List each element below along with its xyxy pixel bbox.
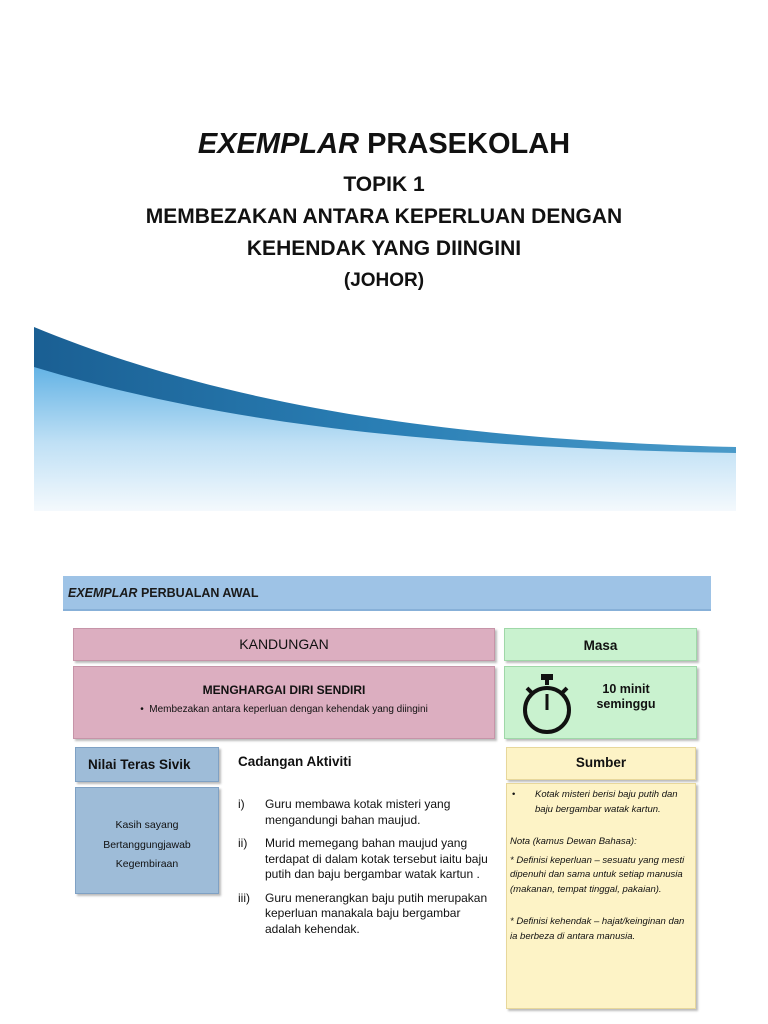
region-label: (JOHOR) (343, 270, 425, 291)
list-item (238, 836, 488, 883)
subtitle-line-2: KEHENDAK YANG DIINGINI (246, 237, 522, 260)
list-item (238, 797, 488, 828)
item-text: Guru membawa kotak misteri yang mengandungi bahan maujud. (265, 797, 451, 827)
title-italic: EXEMPLAR (197, 128, 360, 160)
sumber-definition-2: * Definisi kehendak – hajat/keinginan dan ia berbeza di antara manusia. (510, 916, 685, 942)
list-item (238, 891, 488, 938)
nilai-value: Bertanggungjawab (103, 838, 191, 851)
stopwatch-icon (519, 672, 575, 736)
perbualan-label (68, 586, 259, 600)
sumber-bullet (510, 788, 690, 817)
sumber-nota: Nota (kamus Dewan Bahasa): (510, 836, 637, 847)
masa-line-1: 10 minit (602, 682, 650, 696)
perbualan-italic: EXEMPLAR (68, 586, 138, 600)
decorative-wave (34, 325, 736, 511)
bullet-icon: • (512, 789, 516, 800)
nilai-value: Kasih sayang (115, 819, 179, 831)
subtitle-line-1: MEMBEZAKAN ANTARA KEPERLUAN DENGAN (145, 205, 623, 228)
kandungan-subheading: MENGHARGAI DIRI SENDIRI (202, 683, 366, 697)
aktiviti-list (238, 797, 488, 945)
page-title (0, 128, 768, 161)
sumber-body (506, 783, 696, 1009)
item-number: ii) (238, 836, 248, 850)
masa-header: Masa (504, 628, 697, 661)
cadangan-heading: Cadangan Aktiviti (238, 754, 352, 769)
masa-body (504, 666, 697, 739)
item-number: i) (238, 797, 245, 811)
masa-duration (591, 682, 661, 712)
perbualan-awal-bar (63, 576, 711, 611)
kandungan-body (73, 666, 495, 739)
sumber-header: Sumber (506, 747, 696, 780)
masa-line-2: seminggu (596, 697, 656, 711)
kandungan-bullet: • Membezakan antara keperluan dengan kehendak yang diingini (140, 704, 428, 715)
sumber-bullet-text: Kotak misteri berisi baju putih dan baju bergambar watak kartun. (535, 789, 678, 815)
nilai-value: Kegembiraan (115, 858, 179, 870)
perbualan-rest: PERBUALAN AWAL (140, 586, 259, 600)
item-text: Murid memegang bahan maujud yang terdapat di dalam kotak tersebut iaitu baju putih dan baju bergambar watak kartun . (265, 836, 488, 881)
topic-label: TOPIK 1 (343, 173, 425, 196)
sumber-definition-1: * Definisi keperluan – sesuatu yang mesti dipenuhi dan sama untuk setiap manusia (makanan, tempat tinggal, pakaian). (510, 854, 685, 895)
title-rest: PRASEKOLAH (367, 128, 571, 160)
item-text: Guru menerangkan baju putih merupakan keperluan manakala baju bergambar adalah kehendak. (265, 890, 488, 936)
item-number: iii) (238, 890, 250, 905)
nilai-body (75, 787, 219, 894)
nilai-header: Nilai Teras Sivik (75, 747, 219, 782)
kandungan-bullet-text: Membezakan antara keperluan dengan kehendak yang diingini (149, 704, 428, 715)
kandungan-header: KANDUNGAN (73, 628, 495, 661)
